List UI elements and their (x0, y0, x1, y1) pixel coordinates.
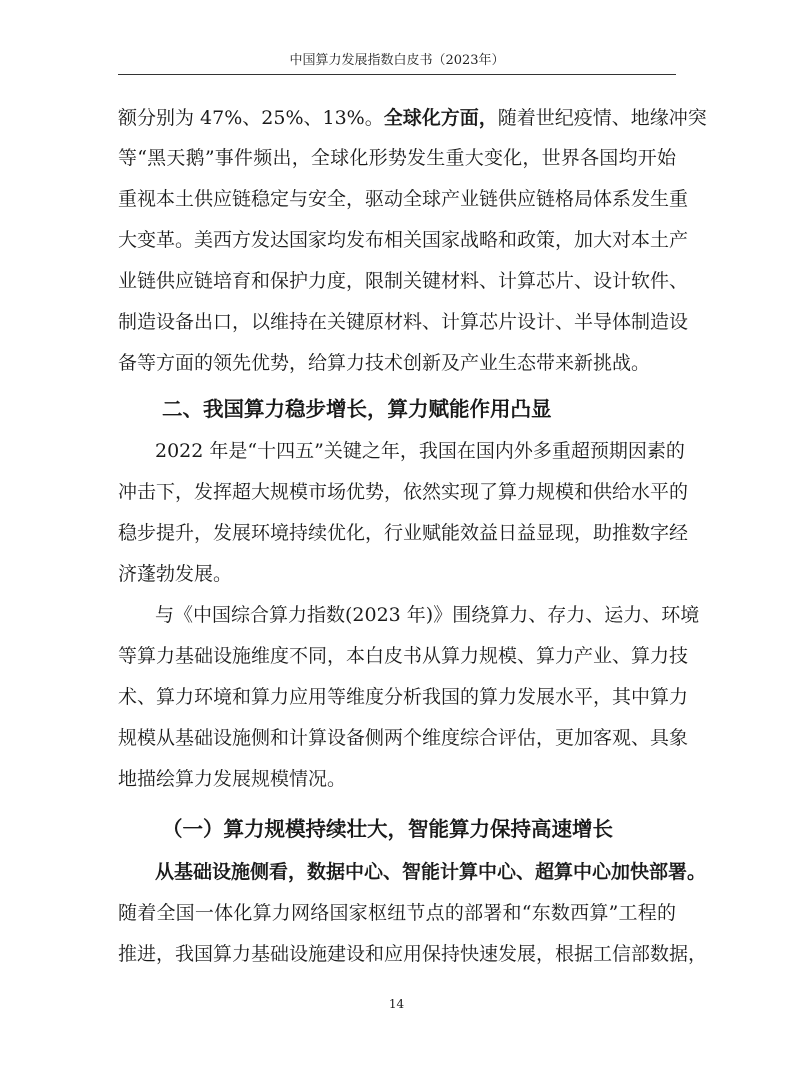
body-line: 等“黑天鹅”事件频出，全球化形势发生重大变化，世界各国均开始 (118, 147, 676, 169)
subsection-heading: （一）算力规模持续壮大，智能算力保持高速增长 (162, 817, 613, 841)
body-line: 稳步提升，发展环境持续优化，行业赋能效益日益显现，助推数字经 (118, 522, 689, 544)
page-header: 中国算力发展指数白皮书（2023年） (289, 53, 505, 68)
body-line: 冲击下，发挥超大规模市场优势，依然实现了算力规模和供给水平的 (118, 481, 689, 503)
body-line: 大变革。美西方发达国家均发布相关国家战略和政策，加大对本土产 (118, 229, 689, 251)
page-number: 14 (388, 997, 405, 1011)
body-line: 等算力基础设施维度不同，本白皮书从算力规模、算力产业、算力技 (118, 645, 689, 667)
bold-phrase-globalization: 全球化方面， (383, 107, 498, 129)
body-text: 额分别为 47%、25%、13%。 (118, 107, 384, 129)
body-text: 随着世纪疫情、地缘冲突 (497, 107, 707, 129)
body-line: 规模从基础设施侧和计算设备侧两个维度综合评估，更加客观、具象 (118, 727, 689, 749)
body-line: 与《中国综合算力指数(2023 年)》围绕算力、存力、运力、环境 (155, 604, 700, 626)
body-line: 推进，我国算力基础设施建设和应用保持快速发展，根据工信部数据， (118, 943, 708, 965)
body-line: 业链供应链培育和保护力度，限制关键材料、计算芯片、设计软件、 (118, 270, 689, 292)
section-heading: 二、我国算力稳步增长，算力赋能作用凸显 (162, 397, 552, 421)
body-line (118, 104, 707, 132)
body-line: 制造设备出口，以维持在关键原材料、计算芯片设计、半导体制造设 (118, 311, 689, 333)
body-line: 术、算力环境和算力应用等维度分析我国的算力发展水平，其中算力 (118, 686, 689, 708)
body-line: 2022 年是“十四五”关键之年，我国在国内外多重超预期因素的 (155, 440, 685, 462)
body-line: 重视本土供应链稳定与安全，驱动全球产业链供应链格局体系发生重 (118, 188, 689, 210)
body-line: 随着全国一体化算力网络国家枢纽节点的部署和“东数西算”工程的 (118, 902, 676, 924)
body-line: 济蓬勃发展。 (118, 563, 233, 585)
bold-lead-sentence: 从基础设施侧看，数据中心、智能计算中心、超算中心加快部署。 (155, 861, 707, 883)
body-line: 地描绘算力发展规模情况。 (118, 768, 347, 790)
header-rule (118, 74, 676, 75)
body-line: 备等方面的领先优势，给算力技术创新及产业生态带来新挑战。 (118, 352, 651, 374)
